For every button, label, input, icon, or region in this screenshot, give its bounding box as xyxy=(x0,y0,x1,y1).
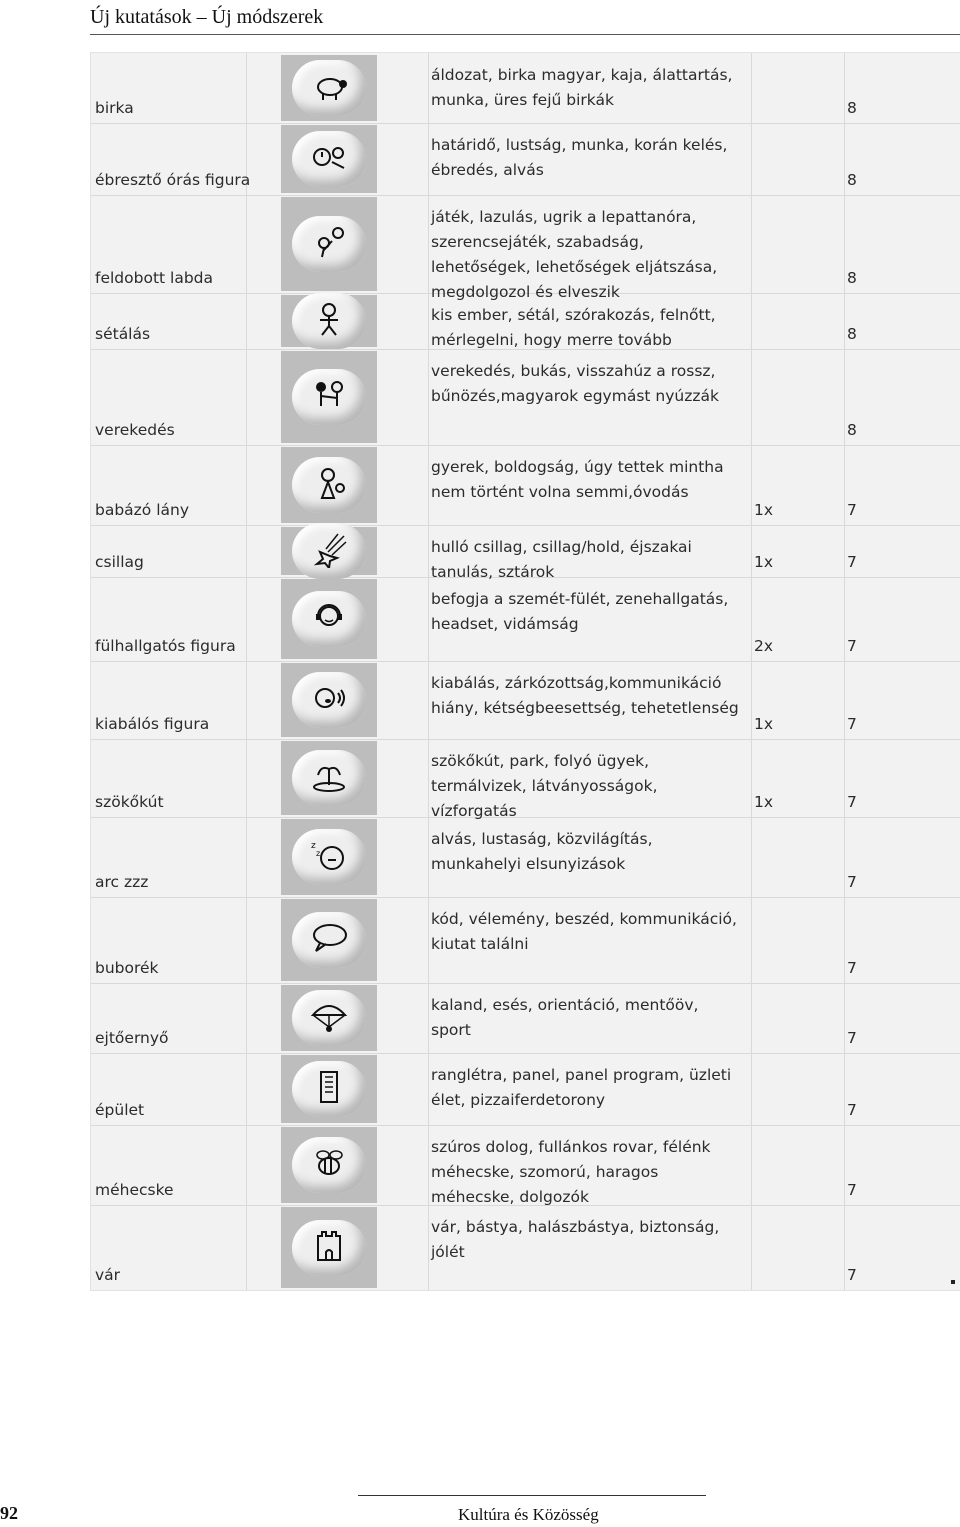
symbol-name: ejtőernyő xyxy=(95,1029,169,1047)
association-line: szúros dolog, fullánkos rovar, félénk xyxy=(431,1138,711,1156)
count: 1x xyxy=(754,793,774,811)
shouting-figure-icon xyxy=(308,679,350,722)
score: 7 xyxy=(847,1266,857,1284)
journal-name: Kultúra és Közösség xyxy=(458,1505,599,1524)
table-row xyxy=(91,123,960,196)
associations xyxy=(431,993,749,1043)
score: 7 xyxy=(847,959,857,977)
symbol-photo xyxy=(281,1127,377,1203)
score: 7 xyxy=(847,637,857,655)
score: 7 xyxy=(847,501,857,519)
association-line: ébredés, alvás xyxy=(431,161,544,179)
pebble xyxy=(292,1061,366,1117)
associations xyxy=(431,827,749,877)
association-line: megdolgozol és elveszik xyxy=(431,283,620,301)
symbol-photo xyxy=(281,447,377,523)
headphones-figure-icon xyxy=(308,598,350,641)
footer-rule xyxy=(358,1495,706,1496)
count: 1x xyxy=(754,715,774,733)
symbol-name: vár xyxy=(95,1266,121,1284)
association-line: verekedés, bukás, visszahúz a rossz, xyxy=(431,362,716,380)
symbol-name: sétálás xyxy=(95,325,151,343)
score: 8 xyxy=(847,421,857,439)
score: 7 xyxy=(847,873,857,891)
pebble xyxy=(292,990,366,1046)
association-line: lehetőségek, lehetőségek eljátszása, xyxy=(431,258,718,276)
association-line: áldozat, birka magyar, kaja, álattartás, xyxy=(431,66,733,84)
score: 8 xyxy=(847,325,857,343)
symbol-photo xyxy=(281,985,377,1051)
association-line: alvás, lustaság, közvilágítás, xyxy=(431,830,653,848)
symbol-name: babázó lány xyxy=(95,501,190,519)
association-line: ranglétra, panel, panel program, üzleti xyxy=(431,1066,732,1084)
building-icon xyxy=(308,1068,350,1111)
association-line: jólét xyxy=(431,1243,465,1261)
associations xyxy=(431,1215,749,1265)
svg-text:z: z xyxy=(316,848,321,858)
score: 7 xyxy=(847,715,857,733)
symbol-name: fülhallgatós figura xyxy=(95,637,236,655)
symbol-name: verekedés xyxy=(95,421,175,439)
association-line: nem történt volna semmi,óvodás xyxy=(431,483,689,501)
association-line: élet, pizzaiferdetorony xyxy=(431,1091,606,1109)
symbol-photo xyxy=(281,819,377,895)
association-line: hiány, kétségbeesettség, tehetetlenség xyxy=(431,699,739,717)
score: 7 xyxy=(847,793,857,811)
score: 7 xyxy=(847,1181,857,1199)
pebble xyxy=(292,1137,366,1193)
pebble xyxy=(292,457,366,513)
symbol-photo xyxy=(281,1055,377,1123)
association-line: kód, vélemény, beszéd, kommunikáció, xyxy=(431,910,737,928)
symbol-photo xyxy=(281,351,377,443)
symbol-name: birka xyxy=(95,99,134,117)
symbol-photo xyxy=(281,899,377,981)
symbol-photo xyxy=(281,1207,377,1288)
fountain-icon xyxy=(308,757,350,800)
associations xyxy=(431,671,749,721)
association-line: kis ember, sétál, szórakozás, felnőtt, xyxy=(431,306,716,324)
speech-bubble-icon xyxy=(308,919,350,962)
table-row xyxy=(91,195,960,301)
association-line: kaland, esés, orientáció, mentőöv, xyxy=(431,996,699,1014)
table-row xyxy=(91,983,960,1054)
pebble xyxy=(292,523,366,579)
table-row xyxy=(91,577,960,662)
association-line: játék, lazulás, ugrik a lepattanóra, xyxy=(431,208,697,226)
table-row xyxy=(91,739,960,818)
pebble xyxy=(292,60,366,116)
score: 8 xyxy=(847,171,857,189)
page-header xyxy=(90,4,960,35)
association-line: vízforgatás xyxy=(431,802,517,820)
count: 2x xyxy=(754,637,774,655)
association-line: határidő, lustság, munka, korán kelés, xyxy=(431,136,728,154)
sleeping-face-icon xyxy=(308,836,350,879)
symbol-name: épület xyxy=(95,1101,145,1119)
associations xyxy=(431,749,749,824)
running-title: Új kutatások – Új módszerek xyxy=(90,6,324,28)
table-row xyxy=(91,445,960,526)
association-line: méhecske, szomorú, haragos xyxy=(431,1163,659,1181)
associations xyxy=(431,303,749,353)
table-row xyxy=(91,1125,960,1206)
symbol-photo xyxy=(281,741,377,815)
associations xyxy=(431,1135,749,1210)
symbol-photo xyxy=(281,55,377,121)
score: 8 xyxy=(847,269,857,287)
symbol-name: arc zzz xyxy=(95,873,149,891)
pebble xyxy=(292,1220,366,1276)
thrown-ball-icon xyxy=(308,223,350,266)
fighting-figures-icon xyxy=(308,376,350,419)
associations xyxy=(431,587,749,637)
associations xyxy=(431,205,749,305)
pebble xyxy=(292,829,366,885)
score: 7 xyxy=(847,1101,857,1119)
count: 1x xyxy=(754,553,774,571)
associations xyxy=(431,455,749,505)
symbol-photo xyxy=(281,663,377,737)
pebble xyxy=(292,369,366,425)
pebble xyxy=(292,750,366,806)
pebble xyxy=(292,131,366,187)
pebble xyxy=(292,672,366,728)
score: 8 xyxy=(847,99,857,117)
association-line: gyerek, boldogság, úgy tettek mintha xyxy=(431,458,724,476)
associations xyxy=(431,359,749,409)
associations xyxy=(431,907,749,957)
association-line: méhecske, dolgozók xyxy=(431,1188,589,1206)
table-row xyxy=(91,661,960,740)
parachute-icon xyxy=(308,997,350,1040)
pebble xyxy=(292,591,366,647)
symbol-photo xyxy=(281,527,377,575)
symbol-name: csillag xyxy=(95,553,144,571)
shooting-star-icon xyxy=(308,530,350,573)
association-line: szerencsejáték, szabadság, xyxy=(431,233,644,251)
symbol-name: feldobott labda xyxy=(95,269,214,287)
table-row xyxy=(91,293,960,350)
association-line: kiabálás, zárkózottság,kommunikáció xyxy=(431,674,722,692)
pebble xyxy=(292,912,366,968)
association-line: tanulás, sztárok xyxy=(431,563,555,581)
girl-with-doll-icon xyxy=(308,464,350,507)
table-row xyxy=(91,1205,960,1290)
association-line: munka, üres fejű birkák xyxy=(431,91,614,109)
symbol-name: ébresztő órás figura xyxy=(95,171,251,189)
alarm-clock-figure-icon xyxy=(308,138,350,181)
table-row xyxy=(91,817,960,898)
symbol-name: szökőkút xyxy=(95,793,164,811)
symbol-name: kiabálós figura xyxy=(95,715,210,733)
association-line: munkahelyi elsunyizások xyxy=(431,855,626,873)
table-row xyxy=(91,53,960,124)
table-row xyxy=(91,349,960,446)
association-line: mérlegelni, hogy merre tovább xyxy=(431,331,672,349)
castle-tower-icon xyxy=(308,1226,350,1269)
association-line: headset, vidámság xyxy=(431,615,579,633)
association-line: sport xyxy=(431,1021,471,1039)
pebble xyxy=(292,293,366,349)
association-table xyxy=(90,52,960,1291)
association-line: kiutat találni xyxy=(431,935,529,953)
symbol-photo xyxy=(281,197,377,291)
pebble xyxy=(292,216,366,272)
score: 7 xyxy=(847,553,857,571)
score: 7 xyxy=(847,1029,857,1047)
walking-figure-icon xyxy=(308,300,350,343)
associations xyxy=(431,63,749,113)
table-row xyxy=(91,525,960,581)
association-line: hulló csillag, csillag/hold, éjszakai xyxy=(431,538,692,556)
count: 1x xyxy=(754,501,774,519)
symbol-photo xyxy=(281,579,377,659)
association-line: szökőkút, park, folyó ügyek, xyxy=(431,752,650,770)
page-number: 92 xyxy=(0,1503,18,1523)
sheep-icon xyxy=(308,67,350,110)
association-line: bűnözés,magyarok egymást nyúzzák xyxy=(431,387,719,405)
bee-icon xyxy=(308,1144,350,1187)
symbol-name: méhecske xyxy=(95,1181,174,1199)
association-line: termálvizek, látványosságok, xyxy=(431,777,658,795)
symbol-photo xyxy=(281,295,377,347)
table-row xyxy=(91,897,960,984)
symbol-name: buborék xyxy=(95,959,159,977)
associations xyxy=(431,133,749,183)
svg-text:z: z xyxy=(311,840,316,851)
associations xyxy=(431,1063,749,1113)
association-line: befogja a szemét-fülét, zenehallgatás, xyxy=(431,590,729,608)
table-row xyxy=(91,1053,960,1126)
association-line: vár, bástya, halászbástya, biztonság, xyxy=(431,1218,720,1236)
symbol-photo xyxy=(281,125,377,193)
